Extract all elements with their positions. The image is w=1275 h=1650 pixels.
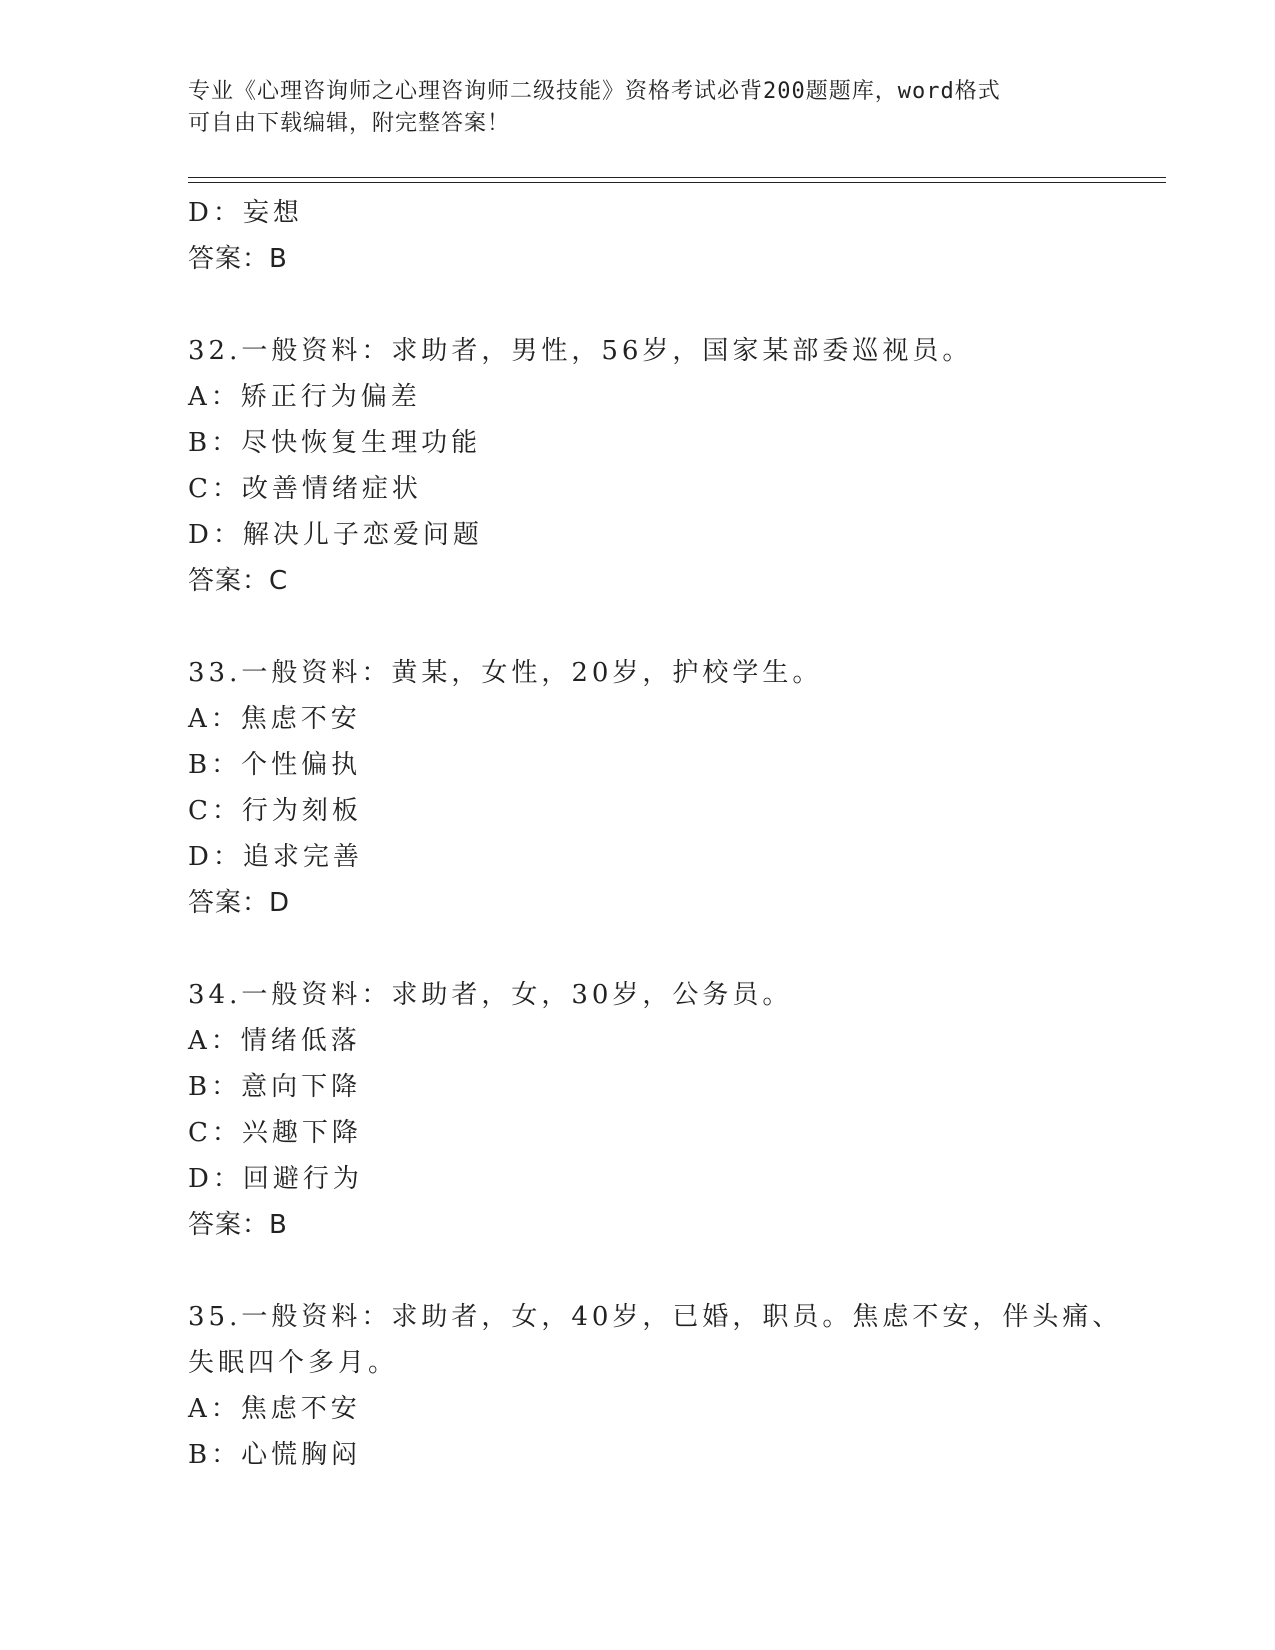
spacer	[188, 282, 1168, 328]
header-line-1: 专业《心理咨询师之心理咨询师二级技能》资格考试必背200题题库，word格式	[188, 79, 1001, 104]
question-35	[188, 1294, 1168, 1478]
question-33	[188, 650, 1168, 926]
header-rule-top	[188, 177, 1166, 178]
question-content	[188, 190, 1168, 1478]
question-32	[188, 328, 1168, 604]
option-b: B：尽快恢复生理功能	[188, 428, 482, 458]
option-b: B：意向下降	[188, 1072, 362, 1102]
question-stem: 34.一般资料：求助者，女，30岁，公务员。	[188, 980, 793, 1010]
answer-line: 答案：B	[188, 1210, 288, 1240]
option-a: A：焦虑不安	[188, 1394, 361, 1424]
option-b: B：个性偏执	[188, 750, 362, 780]
option-a: A：情绪低落	[188, 1026, 361, 1056]
answer-line: 答案：D	[188, 888, 291, 918]
option-d: D：回避行为	[188, 1164, 363, 1194]
option-d: D：追求完善	[188, 842, 363, 872]
option-c: C：行为刻板	[188, 796, 362, 826]
option-c: C：改善情绪症状	[188, 474, 422, 504]
spacer	[188, 604, 1168, 650]
header-line-2: 可自由下载编辑，附完整答案！	[188, 111, 511, 136]
question-stem: 32.一般资料：求助者，男性，56岁，国家某部委巡视员。	[188, 336, 973, 366]
option-a: A：矫正行为偏差	[188, 382, 421, 412]
document-header	[188, 76, 1088, 140]
question-stem-line-2: 失眠四个多月。	[188, 1348, 399, 1378]
option-a: A：焦虑不安	[188, 704, 361, 734]
header-rule-bottom	[188, 182, 1166, 183]
question-31-tail	[188, 190, 1168, 282]
answer-line: 答案：C	[188, 566, 289, 596]
answer-line: 答案：B	[188, 244, 288, 274]
question-34	[188, 972, 1168, 1248]
spacer	[188, 1248, 1168, 1294]
question-stem-line-1: 35.一般资料：求助者，女，40岁，已婚，职员。焦虑不安，伴头痛、	[188, 1302, 1123, 1332]
option-d: D：妄想	[188, 198, 303, 228]
spacer	[188, 926, 1168, 972]
option-b: B：心慌胸闷	[188, 1440, 362, 1470]
option-d: D：解决儿子恋爱问题	[188, 520, 483, 550]
question-stem: 33.一般资料：黄某，女性，20岁，护校学生。	[188, 658, 823, 688]
option-c: C：兴趣下降	[188, 1118, 362, 1148]
